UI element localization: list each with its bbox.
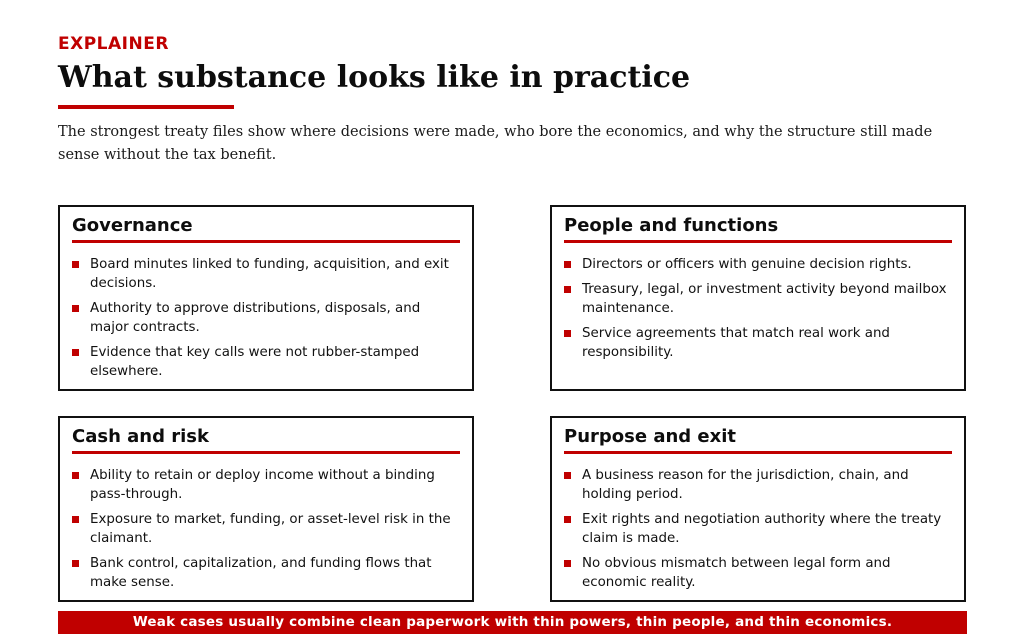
list-item-text: Authority to approve distributions, disposals, and major contracts. xyxy=(90,301,421,335)
card-title: People and functions xyxy=(564,215,952,243)
list-item-text: Treasury, legal, or investment activity beyond mailbox maintenance. xyxy=(582,282,947,316)
page-title: What substance looks like in practice xyxy=(58,60,691,95)
list-item xyxy=(564,255,952,274)
square-bullet-icon xyxy=(72,349,79,356)
list-item xyxy=(564,466,952,504)
list-item-text: Ability to retain or deploy income without a binding pass-through. xyxy=(90,468,435,502)
bullet-list xyxy=(564,466,952,592)
square-bullet-icon xyxy=(564,330,571,337)
card-purpose-and-exit xyxy=(550,416,966,602)
card-title: Purpose and exit xyxy=(564,426,952,454)
square-bullet-icon xyxy=(564,516,571,523)
list-item-text: Exit rights and negotiation authority where the treaty claim is made. xyxy=(582,512,942,546)
bullet-list xyxy=(564,255,952,362)
kicker-label: EXPLAINER xyxy=(58,34,169,54)
bullet-list xyxy=(72,466,460,592)
list-item xyxy=(72,554,460,592)
square-bullet-icon xyxy=(564,472,571,479)
square-bullet-icon xyxy=(72,560,79,567)
list-item-text: A business reason for the jurisdiction, chain, and holding period. xyxy=(582,468,909,502)
list-item xyxy=(72,299,460,337)
card-title: Cash and risk xyxy=(72,426,460,454)
square-bullet-icon xyxy=(564,286,571,293)
title-underline xyxy=(58,105,234,109)
list-item xyxy=(72,510,460,548)
square-bullet-icon xyxy=(72,261,79,268)
card-cash-and-risk xyxy=(58,416,474,602)
card-governance xyxy=(58,205,474,391)
list-item xyxy=(564,324,952,362)
list-item-text: Service agreements that match real work and responsibility. xyxy=(582,326,890,360)
square-bullet-icon xyxy=(72,472,79,479)
square-bullet-icon xyxy=(564,560,571,567)
list-item xyxy=(564,280,952,318)
card-title: Governance xyxy=(72,215,460,243)
footer-banner: Weak cases usually combine clean paperwork with thin powers, thin people, and thin economics. xyxy=(58,611,967,634)
list-item xyxy=(72,255,460,293)
card-people-and-functions xyxy=(550,205,966,391)
square-bullet-icon xyxy=(72,516,79,523)
list-item-text: Evidence that key calls were not rubber-stamped elsewhere. xyxy=(90,345,420,379)
square-bullet-icon xyxy=(564,261,571,268)
list-item xyxy=(72,466,460,504)
list-item xyxy=(564,554,952,592)
list-item-text: Directors or officers with genuine decision rights. xyxy=(582,257,912,272)
list-item-text: Bank control, capitalization, and funding flows that make sense. xyxy=(90,556,432,590)
list-item xyxy=(564,510,952,548)
list-item xyxy=(72,343,460,381)
list-item-text: Board minutes linked to funding, acquisition, and exit decisions. xyxy=(90,257,449,291)
list-item-text: Exposure to market, funding, or asset-level risk in the claimant. xyxy=(90,512,451,546)
list-item-text: No obvious mismatch between legal form and economic reality. xyxy=(582,556,891,590)
square-bullet-icon xyxy=(72,305,79,312)
intro-paragraph: The strongest treaty files show where decisions were made, who bore the economics, and why the structure still made sense without the tax benefit. xyxy=(58,124,933,163)
bullet-list xyxy=(72,255,460,381)
